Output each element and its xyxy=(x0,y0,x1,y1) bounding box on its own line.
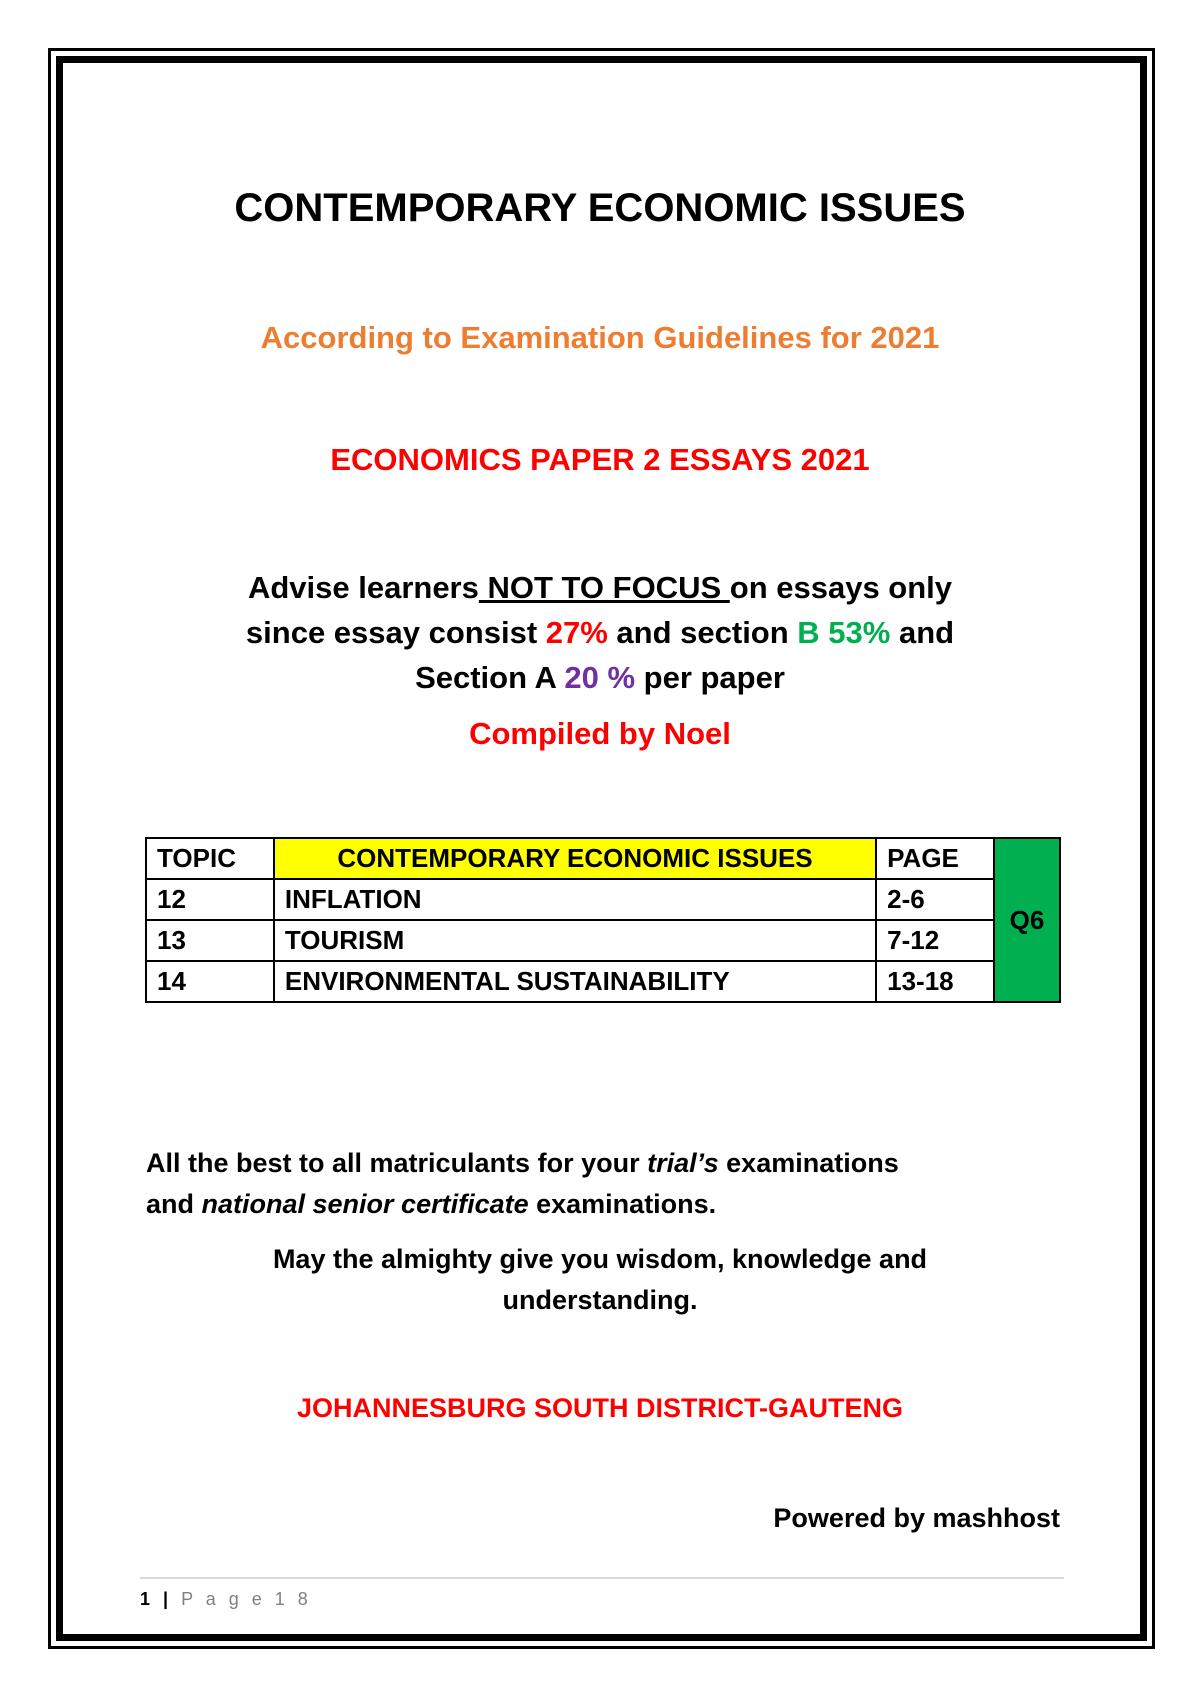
topic-number: 13 xyxy=(146,920,274,961)
blessing-paragraph: May the almighty give you wisdom, knowledge and understanding. xyxy=(272,1244,928,1315)
paper-heading: ECONOMICS PAPER 2 ESSAYS 2021 xyxy=(330,442,870,477)
topic-name: INFLATION xyxy=(274,879,876,920)
document-title: CONTEMPORARY ECONOMIC ISSUES xyxy=(234,186,966,230)
topic-number: 14 xyxy=(146,961,274,1002)
page-number: 1 xyxy=(140,1589,155,1609)
topic-pages: 2-6 xyxy=(876,879,994,920)
guidelines-subtitle: According to Examination Guidelines for 2021 xyxy=(260,320,940,355)
page-label: P a g e 1 8 xyxy=(181,1589,312,1609)
topics-table xyxy=(145,837,1061,1003)
table-header-row xyxy=(146,838,1060,879)
powered-by: Powered by mashhost xyxy=(773,1503,1060,1533)
header-page: PAGE xyxy=(876,838,994,879)
footer-divider xyxy=(140,1577,1064,1579)
section-a-percentage: 20 % xyxy=(564,660,636,695)
advice-line-3: Section A 20 % per paper xyxy=(415,660,785,695)
table-row xyxy=(146,961,1060,1002)
question-cell: Q6 xyxy=(994,838,1060,1002)
advice-paragraph xyxy=(0,565,1200,700)
header-topic: TOPIC xyxy=(146,838,274,879)
table-row xyxy=(146,879,1060,920)
district-name: JOHANNESBURG SOUTH DISTRICT-GAUTENG xyxy=(296,1393,904,1423)
table-row xyxy=(146,920,1060,961)
best-wishes-paragraph: All the best to all matriculants for your trial’s examinations and national senior certificate examinations. xyxy=(146,1148,899,1219)
advice-line-2: since essay consist 27% and section B 53% and xyxy=(245,615,955,650)
topic-pages: 13-18 xyxy=(876,961,994,1002)
page-footer: 1 | P a g e 1 8 xyxy=(140,1589,312,1609)
section-b-percentage: B 53% xyxy=(797,615,891,650)
topic-pages: 7-12 xyxy=(876,920,994,961)
topic-number: 12 xyxy=(146,879,274,920)
compiled-by: Compiled by Noel xyxy=(469,716,731,751)
advice-line-1: Advise learners NOT TO FOCUS on essays only xyxy=(247,570,953,605)
topic-name: ENVIRONMENTAL SUSTAINABILITY xyxy=(274,961,876,1002)
essay-percentage: 27% xyxy=(545,615,608,650)
header-issues: CONTEMPORARY ECONOMIC ISSUES xyxy=(274,838,876,879)
not-to-focus-emphasis: NOT TO FOCUS xyxy=(478,570,730,605)
topic-name: TOURISM xyxy=(274,920,876,961)
